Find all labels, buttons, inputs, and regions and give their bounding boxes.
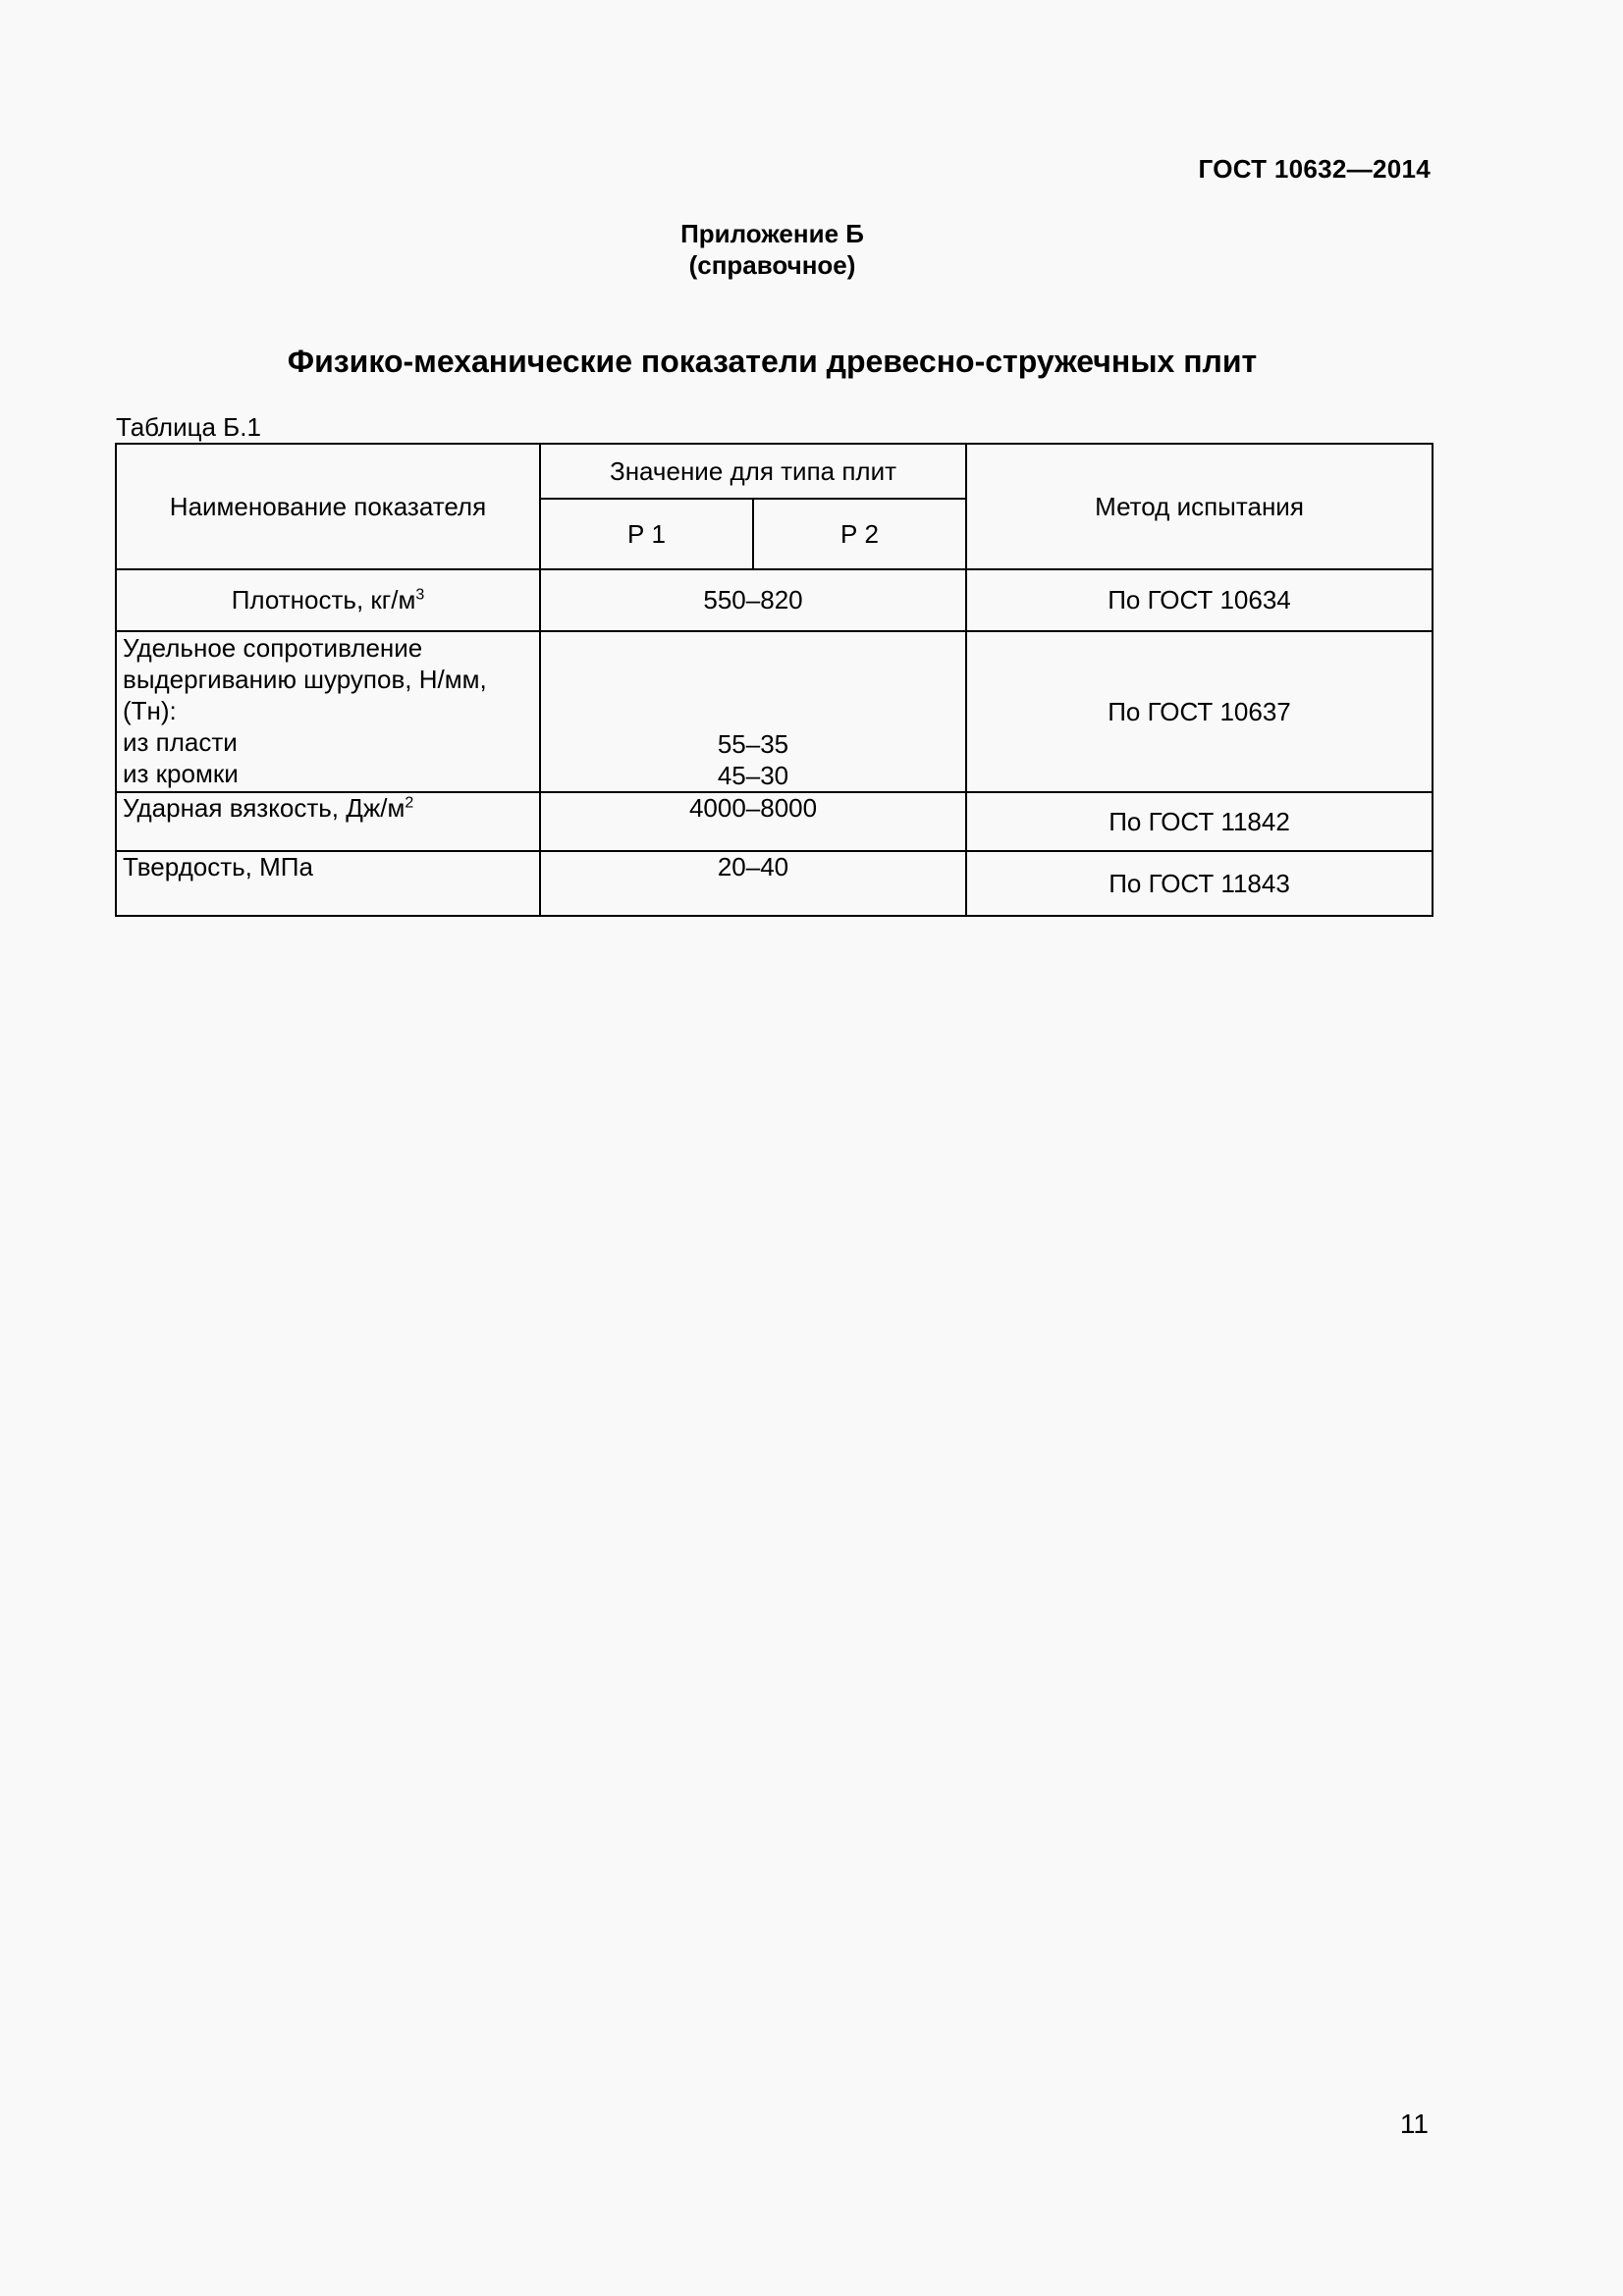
cell-method: По ГОСТ 10637 xyxy=(966,631,1433,792)
table-row xyxy=(116,851,1433,916)
header-p2: Р 2 xyxy=(753,499,966,569)
cell-indicator: Твердость, МПа xyxy=(116,851,540,916)
cell-indicator: Плотность, $кг/м^3$ xyxy=(116,569,540,631)
table-row xyxy=(116,569,1433,631)
cell-method: По ГОСТ 10634 xyxy=(966,569,1433,631)
cell-value: 20–40 xyxy=(540,851,966,916)
table-caption: Таблица Б.1 xyxy=(116,412,261,442)
cell-method: По ГОСТ 11842 xyxy=(966,792,1433,851)
document-title: Физико-механические показатели древесно-стружечных плит xyxy=(287,344,1258,379)
header-p1: Р 1 xyxy=(540,499,753,569)
header-value-group: Значение для типа плит xyxy=(540,444,966,499)
cell-indicator: Ударная вязкость, $Дж/м^2$ xyxy=(116,792,540,851)
appendix-subtitle: (справочное) xyxy=(688,250,856,280)
header-method: Метод испытания xyxy=(966,444,1433,569)
properties-table xyxy=(115,443,1434,917)
cell-value: 550–820 xyxy=(540,569,966,631)
cell-method: По ГОСТ 11843 xyxy=(966,851,1433,916)
appendix-title: Приложение Б xyxy=(680,219,864,248)
standard-code: ГОСТ 10632—2014 xyxy=(1198,154,1431,184)
cell-value: 55–35 45–30 xyxy=(540,631,966,792)
cell-value: 4000–8000 xyxy=(540,792,966,851)
table-row xyxy=(116,792,1433,851)
table-header-row xyxy=(116,444,1433,499)
appendix-heading xyxy=(0,218,1544,281)
table-row xyxy=(116,631,1433,792)
cell-indicator: Удельное сопротивление выдергиванию шурупов, Н/мм, (Тн): из пласти из кромки xyxy=(116,631,540,792)
header-indicator: Наименование показателя xyxy=(116,444,540,569)
page-number: 11 xyxy=(1399,2109,1429,2139)
